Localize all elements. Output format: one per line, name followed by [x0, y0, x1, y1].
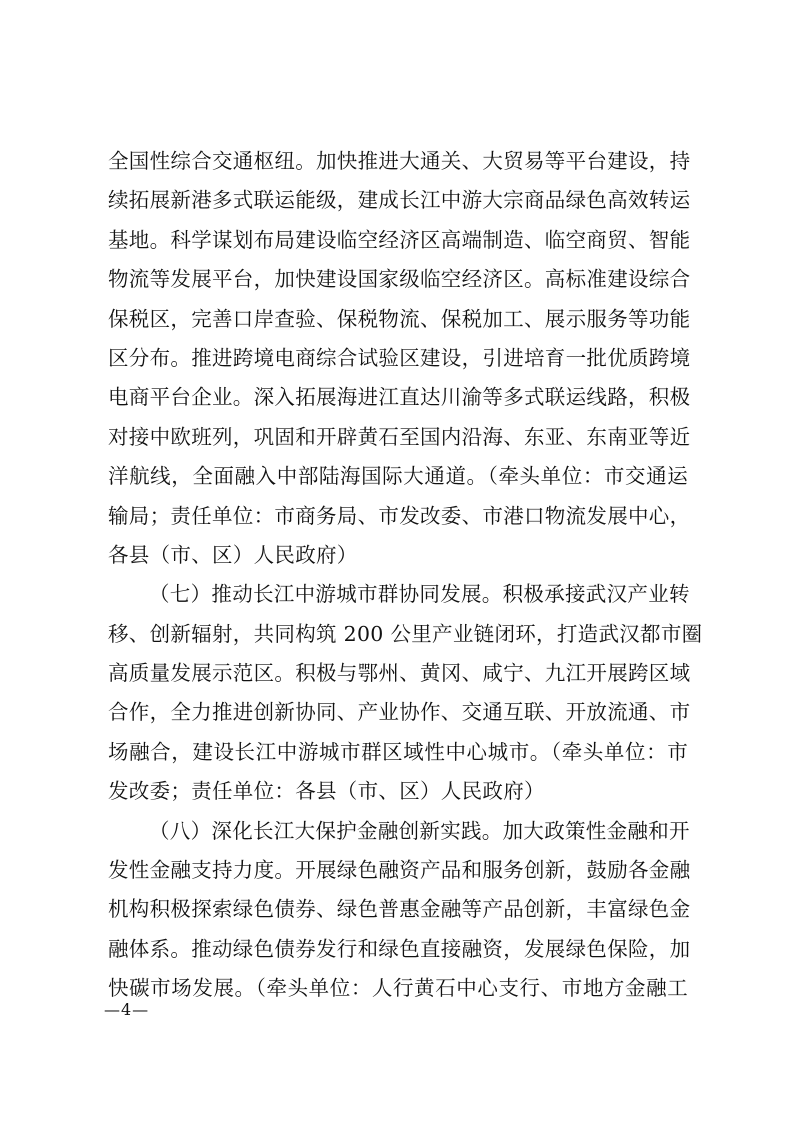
text-line: 续拓展新港多式联运能级，建成长江中游大宗商品绿色高效转运: [108, 188, 691, 213]
text-line: 全国性综合交通枢纽。加快推进大通关、大贸易等平台建设，持: [108, 149, 691, 173]
text-line: 高质量发展示范区。积极与鄂州、黄冈、咸宁、九江开展跨区域: [108, 661, 691, 686]
text-line: 发改委；责任单位：各县（市、区）人民政府）: [108, 779, 545, 804]
text-line: 融体系。推动绿色债券发行和绿色直接融资，发展绿色保险，加: [108, 936, 691, 961]
text-line: 电商平台企业。深入拓展海进江直达川渝等多式联运线路，积极: [108, 385, 691, 410]
body-text: [108, 142, 703, 1009]
text-line: 保税区，完善口岸查验、保税物流、保税加工、展示服务等功能: [108, 306, 691, 331]
page-number: —4—: [104, 1000, 150, 1019]
section-heading-line: （七）推动长江中游城市群协同发展。积极承接武汉产业转: [149, 582, 690, 607]
text-line: 快碳市场发展。（牵头单位：人行黄石中心支行、市地方金融工: [108, 976, 688, 1001]
section-heading-line: （八）深化长江大保护金融创新实践。加大政策性金融和开: [149, 818, 690, 843]
text-line: 场融合，建设长江中游城市群区域性中心城市。（牵头单位：市: [108, 739, 688, 764]
text-line: 对接中欧班列，巩固和开辟黄石至国内沿海、东亚、东南亚等近: [108, 424, 691, 449]
text-line: 移、创新辐射，共同构筑 200 公里产业链闭环，打造武汉都市圈: [108, 621, 703, 646]
text-line: 基地。科学谋划布局建设临空经济区高端制造、临空商贸、智能: [108, 227, 691, 252]
text-line: 洋航线，全面融入中部陆海国际大通道。（牵头单位：市交通运: [108, 464, 688, 489]
text-line: 合作，全力推进创新协同、产业协作、交通互联、开放流通、市: [108, 700, 691, 725]
text-line: 各县（市、区）人民政府）: [108, 542, 358, 567]
text-line: 机构积极探索绿色债券、绿色普惠金融等产品创新，丰富绿色金: [108, 897, 691, 922]
text-line: 输局；责任单位：市商务局、市发改委、市港口物流发展中心，: [108, 503, 691, 528]
text-line: 物流等发展平台，加快建设国家级临空经济区。高标准建设综合: [108, 267, 691, 292]
text-line: 区分布。推进跨境电商综合试验区建设，引进培育一批优质跨境: [108, 345, 691, 370]
text-line: 发性金融支持力度。开展绿色融资产品和服务创新，鼓励各金融: [108, 858, 691, 883]
